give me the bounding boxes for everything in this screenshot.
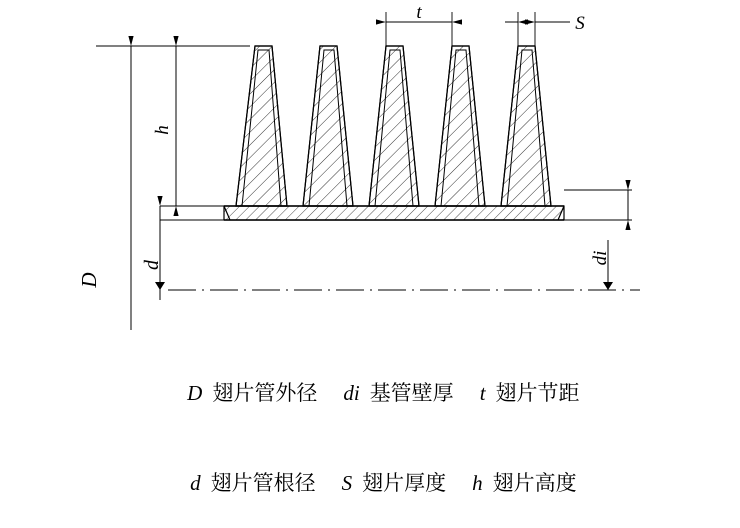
dimension-S	[505, 13, 585, 34]
legend-row-1	[0, 348, 740, 438]
legend-text-h: 翅片高度	[492, 471, 577, 495]
label-h: h	[152, 125, 173, 135]
dimension-di	[590, 190, 628, 290]
legend-text-di: 基管壁厚	[369, 381, 454, 405]
label-d: d	[141, 260, 163, 270]
label-t: t	[416, 2, 422, 23]
legend-text-D: 翅片管外径	[212, 381, 318, 405]
dimension-t	[386, 2, 452, 23]
fin-1	[236, 46, 287, 206]
dimension-h	[152, 46, 176, 206]
dimension-D	[77, 46, 131, 330]
legend-text-d: 翅片管根径	[210, 471, 316, 495]
fin-2	[303, 46, 353, 206]
legend-symbol-d: d	[190, 471, 201, 495]
legend-symbol-t: t	[479, 381, 486, 405]
fins-group	[236, 46, 551, 206]
fin-3	[369, 46, 419, 206]
legend-text-t: 翅片节距	[495, 381, 580, 405]
base-tube-wall	[224, 206, 564, 220]
legend-symbol-di: di	[343, 381, 360, 405]
label-D: D	[77, 272, 101, 288]
legend-symbol-h: h	[472, 471, 483, 495]
fin-4	[435, 46, 485, 206]
legend	[0, 348, 740, 528]
legend-symbol-S: S	[341, 471, 353, 495]
legend-row-2	[0, 438, 740, 528]
legend-text-S: 翅片厚度	[362, 471, 447, 495]
label-di: di	[590, 250, 611, 266]
label-S: S	[575, 13, 585, 34]
legend-symbol-D: D	[187, 381, 203, 405]
fin-5	[501, 46, 551, 206]
